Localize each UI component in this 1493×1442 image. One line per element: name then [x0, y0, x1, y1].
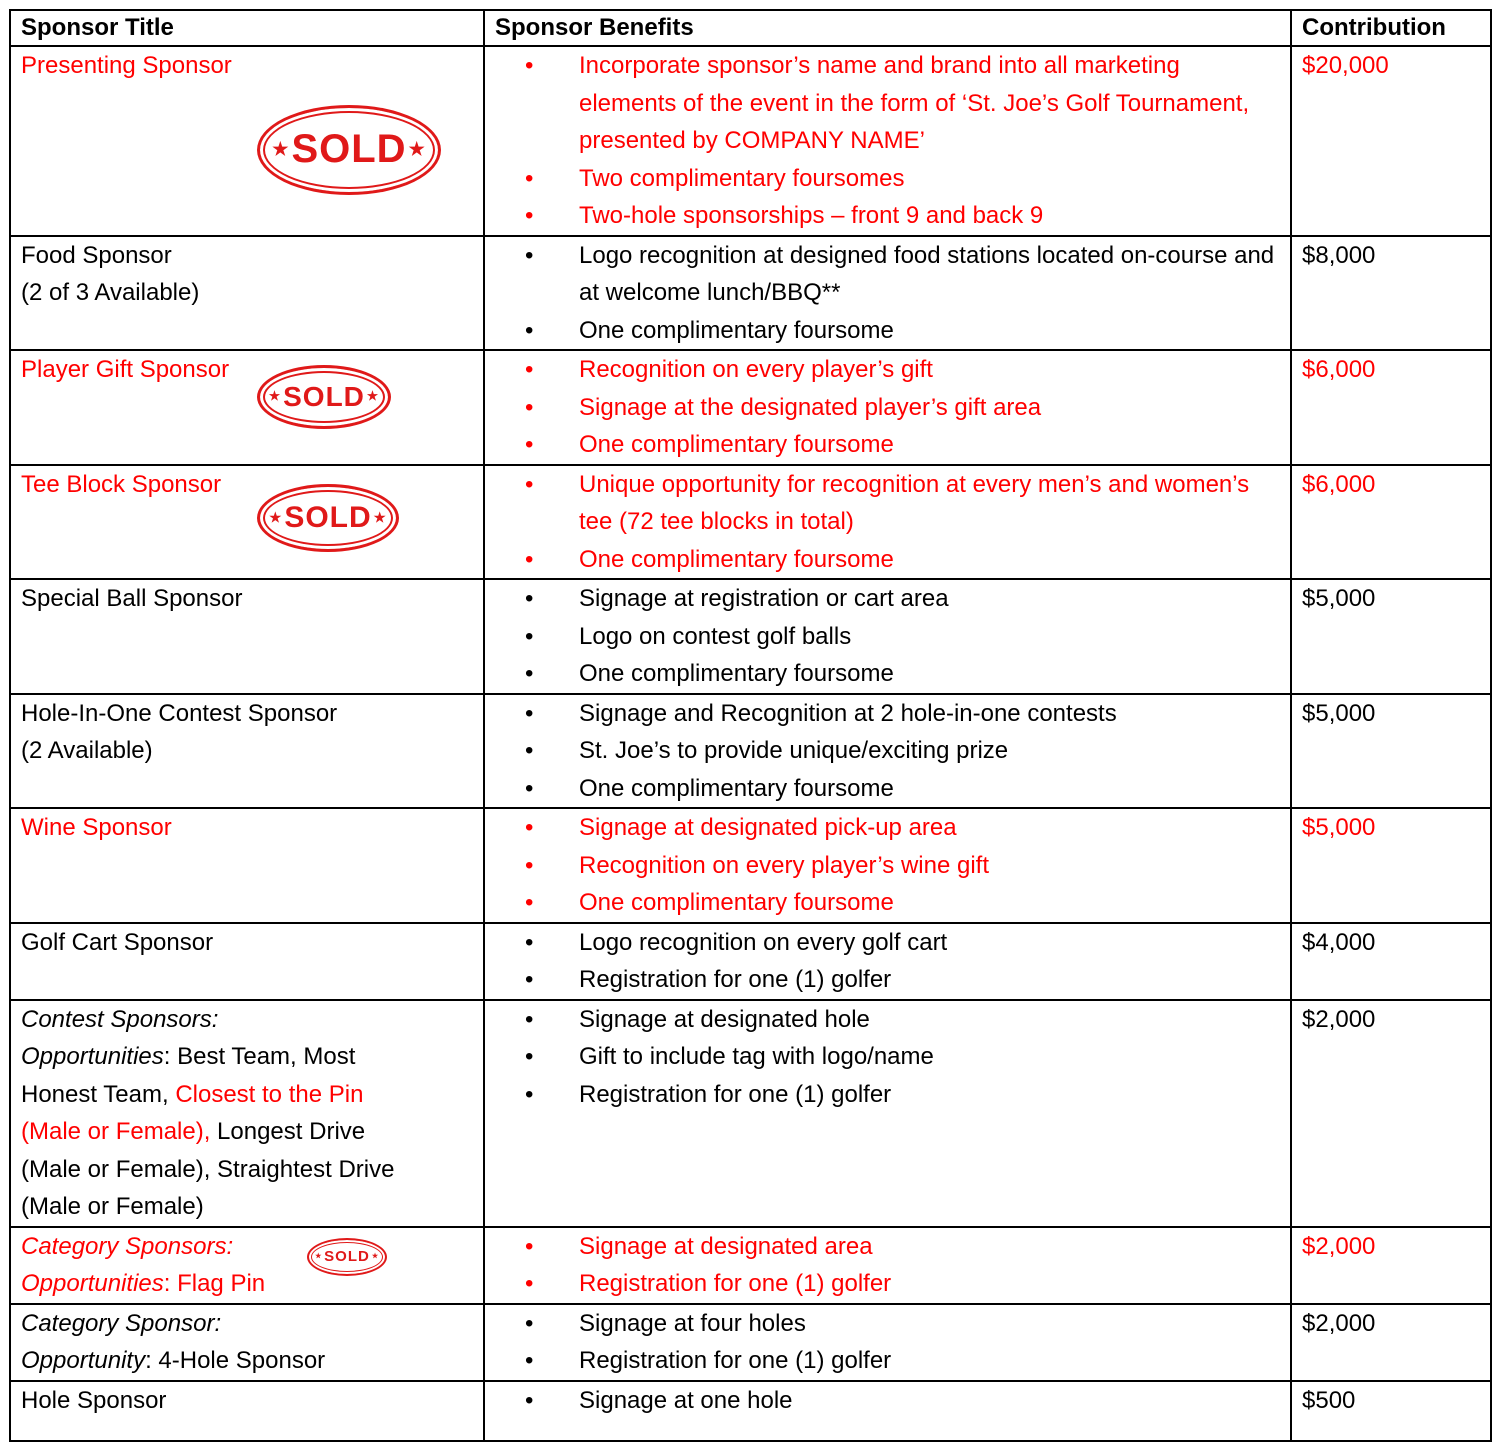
table-row [10, 1227, 1491, 1304]
sponsor-benefits-cell [484, 1227, 1291, 1304]
benefit-item: • Incorporate sponsor’s name and brand into all marketing elements of the event in the form of ‘St. Joe’s Golf Tournament, presented by COMPANY NAME’ [495, 47, 1280, 160]
contest-text: : Best Team, Most [163, 1043, 356, 1070]
contest-text: Longest Drive [210, 1118, 366, 1145]
category-text: : Flag Pin [163, 1270, 266, 1297]
sponsorship-table [9, 9, 1492, 1442]
contribution-cell: $6,000 [1291, 465, 1491, 580]
contribution-cell: $20,000 [1291, 46, 1491, 236]
sponsor-benefits-cell [484, 236, 1291, 351]
benefit-item: • One complimentary foursome [495, 884, 1280, 922]
sponsor-benefits-cell [484, 465, 1291, 580]
sponsor-benefits-cell [484, 1000, 1291, 1227]
contribution-cell: $2,000 [1291, 1000, 1491, 1227]
category-text: : 4-Hole Sponsor [145, 1347, 326, 1374]
contest-sold-text: Closest to the Pin [175, 1080, 364, 1108]
benefit-item: • Registration for one (1) golfer [495, 1265, 1280, 1303]
benefit-item: • Gift to include tag with logo/name [495, 1038, 1280, 1076]
benefit-item: • One complimentary foursome [495, 312, 1280, 350]
sponsor-title: Hole Sponsor [21, 1386, 167, 1414]
contribution-cell: $2,000 [1291, 1304, 1491, 1381]
sponsor-title: Special Ball Sponsor [21, 585, 243, 612]
sponsor-title: Food Sponsor [21, 241, 172, 269]
sponsor-availability: (2 of 3 Available) [21, 279, 200, 306]
sponsor-title: Hole-In-One Contest Sponsor [21, 699, 338, 727]
benefit-item: • Registration for one (1) golfer [495, 1076, 1280, 1114]
sponsor-title-cell [10, 808, 484, 923]
benefit-item: • Logo recognition on every golf cart [495, 924, 1280, 962]
table-row [10, 46, 1491, 236]
benefit-item: • One complimentary foursome [495, 655, 1280, 693]
header-contribution: Contribution [1291, 10, 1491, 46]
benefit-item: • Signage and Recognition at 2 hole-in-one contests [495, 695, 1280, 733]
sponsor-benefits-cell [484, 1304, 1291, 1381]
benefit-item: • Signage at the designated player’s gift area [495, 389, 1280, 427]
benefit-item: • Signage at designated area [495, 1228, 1280, 1266]
sponsor-benefits-cell [484, 350, 1291, 465]
sponsor-title-cell [10, 579, 484, 694]
benefit-item: • Signage at designated hole [495, 1001, 1280, 1039]
table-row [10, 808, 1491, 923]
sponsor-title-cell [10, 236, 484, 351]
contest-text: (Male or Female) [21, 1193, 204, 1220]
contribution-cell: $5,000 [1291, 808, 1491, 923]
sponsor-benefits-cell [484, 46, 1291, 236]
contribution-cell: $2,000 [1291, 1227, 1491, 1304]
contest-sold-text: (Male or Female), [21, 1118, 211, 1145]
category-heading: Category Sponsor: [21, 1309, 222, 1337]
sold-stamp: ★ SOLD ★ [257, 105, 441, 195]
contest-heading: Contest Sponsors: [21, 1005, 219, 1033]
benefit-item: • One complimentary foursome [495, 541, 1280, 579]
benefit-item: • Signage at four holes [495, 1305, 1280, 1343]
benefit-item: • Signage at designated pick-up area [495, 809, 1280, 847]
benefit-item: • Two complimentary foursomes [495, 160, 1280, 198]
sponsor-benefits-cell [484, 808, 1291, 923]
benefit-item: • Two-hole sponsorships – front 9 and back 9 [495, 197, 1280, 235]
benefit-item: • One complimentary foursome [495, 426, 1280, 464]
benefit-item: • Logo on contest golf balls [495, 618, 1280, 656]
header-sponsor-benefits: Sponsor Benefits [484, 10, 1291, 46]
contribution-cell: $5,000 [1291, 694, 1491, 809]
table-row [10, 923, 1491, 1000]
table-row [10, 1304, 1491, 1381]
sold-stamp: ★ SOLD ★ [307, 1238, 387, 1276]
benefit-item: • Recognition on every player’s gift [495, 351, 1280, 389]
contribution-cell: $4,000 [1291, 923, 1491, 1000]
sponsor-title: Wine Sponsor [21, 814, 172, 841]
sponsor-title-cell [10, 1227, 484, 1304]
sponsor-title-cell [10, 923, 484, 1000]
sponsor-title-cell [10, 46, 484, 236]
sponsor-title-cell [10, 694, 484, 809]
sponsor-benefits-cell [484, 923, 1291, 1000]
sponsor-availability: (2 Available) [21, 737, 153, 764]
header-row [10, 10, 1491, 46]
opportunity-label: Opportunity [21, 1347, 146, 1374]
contest-text: (Male or Female), Straightest Drive [21, 1155, 395, 1183]
sponsor-title-cell [10, 1304, 484, 1381]
sponsor-title: Presenting Sponsor [21, 52, 232, 79]
sponsor-title-cell [10, 465, 484, 580]
benefit-item: • Logo recognition at designed food stations located on-course and at welcome lunch/BBQ** [495, 237, 1280, 312]
header-sponsor-title: Sponsor Title [10, 10, 484, 46]
table-row [10, 1000, 1491, 1227]
category-heading: Category Sponsors: [21, 1232, 234, 1260]
sponsor-title-cell [10, 350, 484, 465]
table-row [10, 694, 1491, 809]
sponsor-title: Player Gift Sponsor [21, 356, 230, 383]
sold-stamp: ★ SOLD ★ [257, 365, 391, 429]
opportunities-label: Opportunities [21, 1270, 164, 1297]
benefit-item: • Registration for one (1) golfer [495, 1342, 1280, 1380]
table-row [10, 465, 1491, 580]
sponsor-title: Tee Block Sponsor [21, 470, 222, 498]
benefit-item: • Recognition on every player’s wine gift [495, 847, 1280, 885]
benefit-item: • One complimentary foursome [495, 770, 1280, 808]
benefit-item: • Unique opportunity for recognition at every men’s and women’s tee (72 tee blocks in total) [495, 466, 1280, 541]
contest-text: Honest Team, [21, 1080, 176, 1108]
sponsor-benefits-cell [484, 694, 1291, 809]
benefit-item: • St. Joe’s to provide unique/exciting prize [495, 732, 1280, 770]
sponsor-benefits-cell [484, 1381, 1291, 1441]
table-row [10, 236, 1491, 351]
table-row [10, 579, 1491, 694]
benefit-item: • Signage at one hole [495, 1382, 1280, 1420]
contribution-cell: $6,000 [1291, 350, 1491, 465]
sponsor-title: Golf Cart Sponsor [21, 928, 214, 956]
opportunities-label: Opportunities [21, 1043, 164, 1070]
benefit-item: • Signage at registration or cart area [495, 580, 1280, 618]
sponsor-title-cell [10, 1000, 484, 1227]
table-row [10, 1381, 1491, 1441]
sold-stamp: ★ SOLD ★ [257, 484, 399, 552]
benefit-item: • Registration for one (1) golfer [495, 961, 1280, 999]
contribution-cell: $8,000 [1291, 236, 1491, 351]
contribution-cell: $5,000 [1291, 579, 1491, 694]
contribution-cell: $500 [1291, 1381, 1491, 1441]
table-row [10, 350, 1491, 465]
sponsor-benefits-cell [484, 579, 1291, 694]
sponsor-title-cell [10, 1381, 484, 1441]
